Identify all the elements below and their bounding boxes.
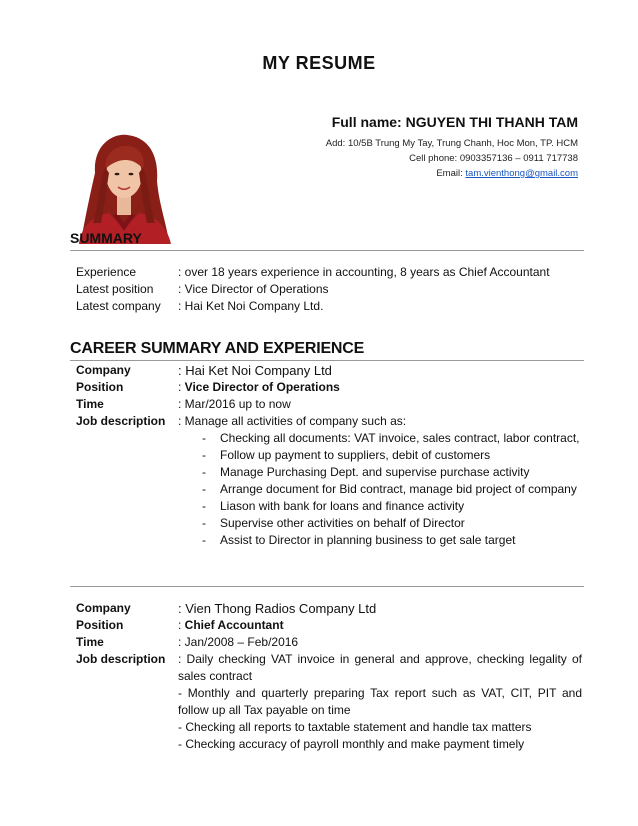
summary-key: Experience — [76, 265, 137, 279]
position-colon: : — [178, 618, 185, 632]
summary-value: : Hai Ket Noi Company Ltd. — [178, 299, 324, 313]
job-description-row — [76, 651, 582, 753]
job-time-row — [76, 396, 582, 413]
contact-info — [326, 114, 578, 181]
career-divider — [70, 360, 584, 361]
company-label: Company — [76, 363, 131, 377]
job-time-row — [76, 634, 582, 651]
description-line: - Checking all reports to taxtable statement and handle tax matters — [178, 720, 532, 734]
time-label: Time — [76, 635, 104, 649]
career-heading: CAREER SUMMARY AND EXPERIENCE — [70, 340, 365, 357]
summary-row — [76, 281, 550, 298]
summary-heading: SUMMARY — [70, 230, 142, 246]
description-line: - Checking accuracy of payroll monthly and make payment timely — [178, 737, 525, 751]
summary-row — [76, 298, 550, 315]
position-title: Chief Accountant — [184, 618, 284, 632]
summary-row — [76, 264, 550, 281]
job-description-row — [76, 413, 582, 549]
position-label: Position — [76, 380, 124, 394]
job-divider — [70, 586, 584, 587]
email-label: Email: — [436, 168, 463, 179]
list-item: - Manage Purchasing Dept. and supervise purchase activity — [178, 464, 582, 481]
page-title: MY RESUME — [262, 53, 376, 73]
job-entry — [76, 362, 582, 549]
summary-key: Latest position — [76, 282, 154, 296]
job-position-row — [76, 379, 582, 396]
job-position-row — [76, 617, 582, 634]
job-company-row — [76, 600, 582, 617]
list-item: - Assist to Director in planning business to get sale target — [178, 532, 582, 549]
email-link[interactable]: tam.vienthong@gmail.com — [465, 168, 578, 179]
address-label: Add: — [325, 138, 346, 149]
address-text: 10/5B Trung My Tay, Trung Chanh, Hoc Mon, TP. HCM — [347, 138, 578, 149]
description-label: Job description — [76, 414, 166, 428]
description-list — [178, 430, 582, 549]
company-value: : Hai Ket Noi Company Ltd — [178, 363, 332, 378]
time-value: : Jan/2008 – Feb/2016 — [178, 635, 299, 649]
job-company-row — [76, 362, 582, 379]
description-line: - Monthly and quarterly preparing Tax report such as VAT, CIT, PIT and follow up all Tax payable on time — [178, 686, 582, 717]
position-colon: : — [178, 380, 185, 394]
company-value: : Vien Thong Radios Company Ltd — [178, 601, 377, 616]
description-line: : Daily checking VAT invoice in general and approve, checking legality of sales contract — [178, 652, 582, 683]
address-line — [326, 136, 578, 151]
job-entry — [76, 600, 582, 753]
position-value — [178, 379, 582, 396]
profile-photo — [75, 133, 173, 244]
list-item: - Checking all documents: VAT invoice, sales contract, labor contract, — [178, 430, 582, 447]
email-line — [326, 166, 578, 181]
list-item: - Follow up payment to suppliers, debit of customers — [178, 447, 582, 464]
position-title: Vice Director of Operations — [184, 380, 340, 394]
description-intro: : Manage all activities of company such as: — [178, 414, 407, 428]
full-name: Full name: NGUYEN THI THANH TAM — [331, 114, 578, 130]
position-value — [178, 617, 582, 634]
list-item: - Supervise other activities on behalf of Director — [178, 515, 582, 532]
time-value: : Mar/2016 up to now — [178, 397, 291, 411]
list-item: - Arrange document for Bid contract, manage bid project of company — [178, 481, 582, 498]
summary-key: Latest company — [76, 299, 161, 313]
company-label: Company — [76, 601, 131, 615]
summary-value: : Vice Director of Operations — [178, 282, 329, 296]
time-label: Time — [76, 397, 104, 411]
summary-divider — [70, 250, 584, 251]
summary-value: : over 18 years experience in accounting, 8 years as Chief Accountant — [178, 265, 550, 279]
position-label: Position — [76, 618, 124, 632]
description-value — [178, 651, 582, 753]
summary-table — [76, 264, 550, 315]
phone-line: Cell phone: 0903357136 – 0911 717738 — [409, 153, 578, 164]
description-label: Job description — [76, 652, 166, 666]
list-item: - Liason with bank for loans and finance activity — [178, 498, 582, 515]
description-value — [178, 413, 582, 549]
